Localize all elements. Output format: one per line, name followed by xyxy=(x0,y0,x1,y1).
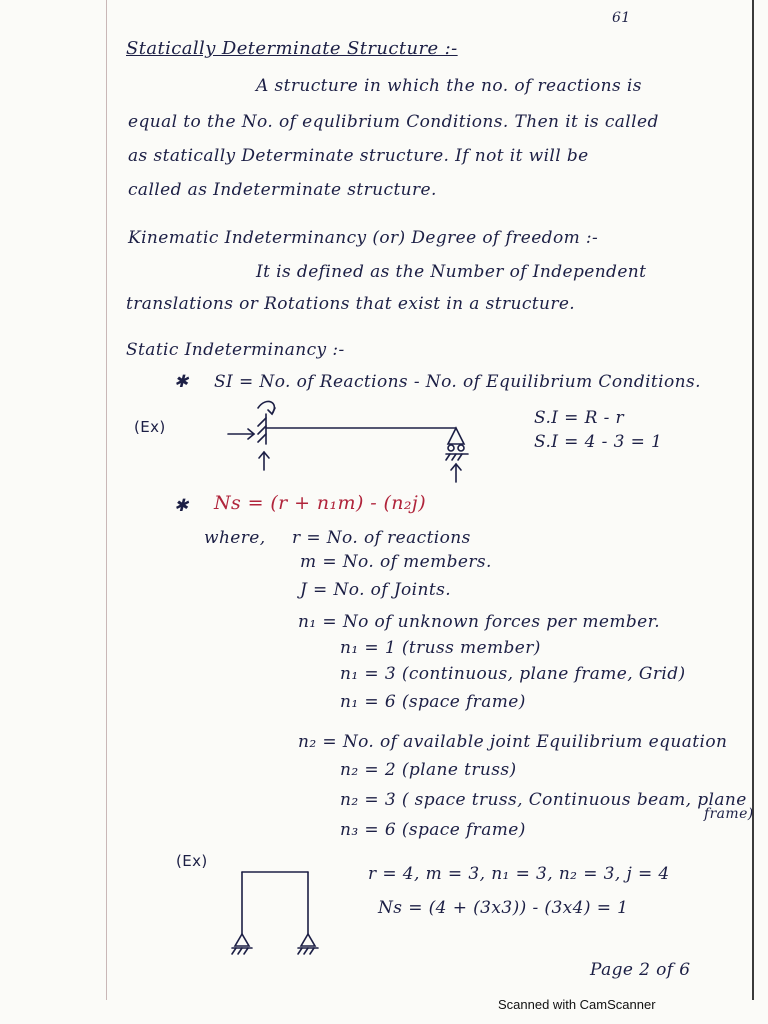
def-statically-line-1: A structure in which the no. of reactions is xyxy=(256,76,642,96)
def-kinematic-line-2: translations or Rotations that exist in a structure. xyxy=(126,294,576,314)
page-number-top: 61 xyxy=(612,10,631,26)
n2-item-1: n₂ = No. of available joint Equilibrium equation xyxy=(298,732,728,752)
example-2-calc-line-1: r = 4, m = 3, n₁ = 3, n₂ = 3, j = 4 xyxy=(368,864,670,884)
roller-support xyxy=(448,428,464,444)
where-item-4: n₁ = No of unknown forces per member. xyxy=(298,612,661,632)
where-item-5: n₁ = 1 (truss member) xyxy=(340,638,541,658)
bullet-star-1: ✱ xyxy=(174,372,189,392)
def-statically-line-2: equal to the No. of equlibrium Conditions. Then it is called xyxy=(128,112,659,132)
example-2-calc-line-2: Ns = (4 + (3x3)) - (3x4) = 1 xyxy=(378,898,629,918)
def-kinematic-line-1: It is defined as the Number of Independent xyxy=(256,262,647,282)
example-1-label: (Ex) xyxy=(134,418,166,436)
si-definition: SI = No. of Reactions - No. of Equilibrium Conditions. xyxy=(214,372,701,392)
scanner-credit: Scanned with CamScanner xyxy=(498,997,656,1012)
example-1-calc-line-1: S.I = R - r xyxy=(534,408,625,428)
pin-support-left xyxy=(235,934,249,946)
page-footer-number: Page 2 of 6 xyxy=(590,960,691,980)
where-item-7: n₁ = 6 (space frame) xyxy=(340,692,526,712)
moment-reaction-arc xyxy=(258,401,274,414)
bullet-star-2: ✱ xyxy=(174,496,189,516)
beam-diagram-example-1 xyxy=(228,401,468,482)
where-item-3: J = No. of Joints. xyxy=(300,580,452,600)
where-item-6: n₁ = 3 (continuous, plane frame, Grid) xyxy=(340,664,686,684)
n2-item-4: n₃ = 6 (space frame) xyxy=(340,820,526,840)
n2-item-3: n₂ = 3 ( space truss, Continuous beam, plane xyxy=(340,790,747,810)
heading-kinematic: Kinematic Indeterminancy (or) Degree of freedom :- xyxy=(128,228,599,248)
example-1-calc-line-2: S.I = 4 - 3 = 1 xyxy=(534,432,663,452)
where-item-2: m = No. of members. xyxy=(300,552,492,572)
def-statically-line-4: called as Indeterminate structure. xyxy=(128,180,437,200)
def-statically-line-3: as statically Determinate structure. If not it will be xyxy=(128,146,589,166)
portal-frame-example-2 xyxy=(232,872,318,954)
heading-static-indeterminancy: Static Indeterminancy :- xyxy=(126,340,345,360)
pin-support-right xyxy=(301,934,315,946)
ns-formula: Ns = (r + n₁m) - (n₂j) xyxy=(214,492,427,514)
where-item-1: r = No. of reactions xyxy=(292,528,471,548)
example-2-label: (Ex) xyxy=(176,852,208,870)
n2-item-3-cont: frame) xyxy=(704,806,754,822)
n2-item-2: n₂ = 2 (plane truss) xyxy=(340,760,517,780)
where-label: where, xyxy=(204,528,266,548)
heading-statically-determinate: Statically Determinate Structure :- xyxy=(126,38,458,59)
